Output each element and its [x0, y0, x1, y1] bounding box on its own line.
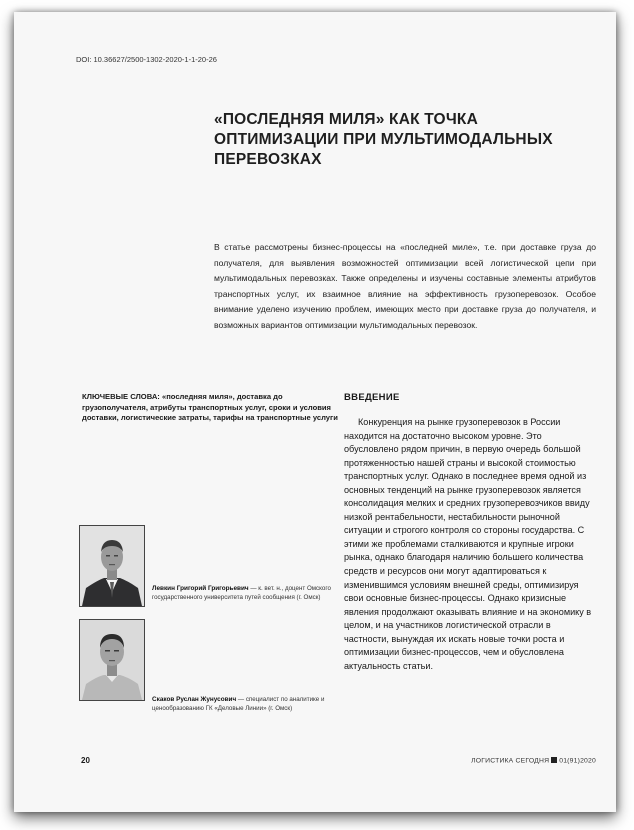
author-photo-1: [79, 525, 145, 607]
journal-name: ЛОГИСТИКА СЕГОДНЯ: [471, 757, 550, 765]
abstract: В статье рассмотрены бизнес-процессы на «последней миле», т.е. при доставке груза до получателя, для выявления возможностей оптимизации всей логистической цепи при мультимодальных перевозках. Также определены и изучены составные элементы атрибутов транспортных услуг, их взаимное влияние на эффективность грузоперевозок. Особое внимание уделено изучению проблем, имеющих место при доставке груза до получателя, и возможных вариантов оптимизации мультимодальных перевозок.: [214, 242, 596, 330]
author-2-info: — специалист по аналитике и ценообразованию ГК «Деловые Линии» (г. Омск): [152, 696, 325, 713]
author-1: [152, 584, 332, 602]
author-1-info: — к. вет. н., доцент Омского государственного университета путей сообщения (г. Омск): [152, 585, 331, 602]
square-separator-icon: [551, 757, 557, 763]
journal-issue: 01(91)2020: [559, 757, 596, 765]
keywords-block: [82, 392, 346, 424]
author-2: [152, 695, 332, 713]
author-2-name: Скаков Руслан Жунусович: [152, 696, 237, 703]
keywords-label: КЛЮЧЕВЫЕ СЛОВА:: [82, 392, 160, 401]
page-number: 20: [81, 756, 90, 765]
journal-footer: [471, 757, 596, 765]
doi-line: DOI: 10.36627/2500-1302-2020-1-1-20-26: [76, 55, 217, 64]
author-1-name: Левкин Григорий Григорьевич: [152, 585, 249, 592]
article-title: «ПОСЛЕДНЯЯ МИЛЯ» КАК ТОЧКА ОПТИМИЗАЦИИ ПРИ МУЛЬТИМОДАЛЬНЫХ ПЕРЕВОЗКАХ: [214, 111, 553, 168]
section-body-text: Конкуренция на рынке грузоперевозок в России находится на достаточно высоком уровне. Это обусловлено рядом причин, в первую очередь большой протяженностью нашей страны и высокой стоимостью транспортных услуг. Однако в последнее время одной из основных тенденций на рынке грузоперевозок является консолидация мелких и средних грузоперевозчиков ввиду низкой рентабельности, нестабильности рыночной ситуации и строгого контроля со стороны государства. С этими же проблемами сталкиваются и крупные игроки рынка, однако благодаря наличию большего количества средств и ресурсов они могут адаптироваться к изменившимся условиям внешней среды, оптимизируя свои основные бизнес-процессы. Однако кризисные явления продолжают оказывать влияние и на экономику в целом, и на участников логистической отрасли в частности, вынуждая их искать новые точки роста и оптимизации бизнес-процессов, чем и обусловлена актуальность статьи.: [344, 417, 592, 671]
keywords-text: «последняя миля», доставка до грузополучателя, атрибуты транспортных услуг, сроки и условия доставки, логистические затраты, тарифы на транспортные услуги: [82, 392, 338, 423]
author-photo-2: [79, 619, 145, 701]
section-title: ВВЕДЕНИЕ: [344, 392, 400, 403]
section-body: [344, 416, 597, 673]
journal-page: [14, 12, 616, 812]
